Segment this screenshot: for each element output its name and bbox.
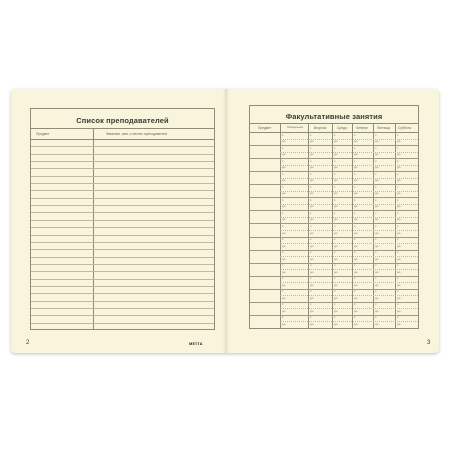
cell-from-label: с: [375, 223, 377, 228]
cell-to-label: до: [354, 152, 358, 157]
cell-to-label: до: [310, 165, 314, 170]
cell-to-label: до: [354, 269, 358, 274]
cell-to-label: до: [310, 295, 314, 300]
cell-to-label: до: [282, 269, 286, 274]
cell-to-label: до: [282, 152, 286, 157]
cell-from-label: с: [397, 315, 399, 320]
cell-to-label: до: [310, 217, 314, 222]
cell-from-label: с: [310, 171, 312, 176]
teachers-row-line: [31, 264, 214, 265]
teachers-row-line: [31, 205, 214, 206]
cell-from-label: с: [334, 158, 336, 163]
left-page: [11, 89, 223, 353]
cell-to-label: до: [375, 230, 379, 235]
cell-from-label: с: [354, 237, 356, 242]
teachers-row-line: [31, 257, 214, 258]
cell-from-label: с: [334, 276, 336, 281]
cell-to-label: до: [375, 243, 379, 248]
cell-from-label: с: [354, 184, 356, 189]
cell-from-label: с: [282, 315, 284, 320]
cell-to-label: до: [375, 139, 379, 144]
cell-to-label: до: [354, 165, 358, 170]
cell-to-label: до: [282, 243, 286, 248]
cell-to-label: до: [397, 295, 401, 300]
cell-to-label: до: [334, 217, 338, 222]
cell-to-label: до: [310, 152, 314, 157]
cell-from-label: с: [375, 210, 377, 215]
cell-to-label: до: [354, 230, 358, 235]
cell-from-label: с: [375, 197, 377, 202]
cell-to-label: до: [310, 269, 314, 274]
cell-from-label: с: [354, 250, 356, 255]
cell-to-label: до: [397, 230, 401, 235]
cell-to-label: до: [354, 139, 358, 144]
cell-from-label: с: [375, 276, 377, 281]
cell-from-label: с: [310, 223, 312, 228]
cell-from-label: с: [334, 223, 336, 228]
right-page: [229, 89, 439, 353]
teachers-row-line: [31, 227, 214, 228]
cell-from-label: с: [354, 197, 356, 202]
brand-logo: ᴍᴇᴛᴛᴀ: [189, 341, 203, 346]
cell-to-label: до: [334, 191, 338, 196]
teachers-row-line: [31, 271, 214, 272]
cell-from-label: с: [397, 145, 399, 150]
electives-col-friday: Пятница: [377, 126, 391, 130]
cell-to-label: до: [397, 204, 401, 209]
cell-from-label: с: [334, 210, 336, 215]
electives-col-thursday: Четверг: [356, 126, 369, 130]
cell-to-label: до: [375, 282, 379, 287]
cell-to-label: до: [334, 243, 338, 248]
cell-to-label: до: [282, 308, 286, 313]
cell-to-label: до: [397, 256, 401, 261]
cell-from-label: с: [397, 302, 399, 307]
cell-from-label: с: [375, 289, 377, 294]
cell-from-label: с: [282, 250, 284, 255]
cell-from-label: с: [282, 158, 284, 163]
title-divider: [250, 123, 418, 124]
teachers-row-line: [31, 242, 214, 243]
cell-from-label: с: [375, 171, 377, 176]
cell-to-label: до: [282, 204, 286, 209]
electives-col-wednesday: Среда: [337, 126, 347, 130]
cell-from-label: с: [354, 276, 356, 281]
cell-to-label: до: [354, 217, 358, 222]
cell-to-label: до: [282, 295, 286, 300]
cell-to-label: до: [397, 191, 401, 196]
teachers-col-subject: Предмет: [36, 132, 50, 136]
cell-to-label: до: [334, 204, 338, 209]
cell-from-label: с: [282, 210, 284, 215]
cell-from-label: с: [282, 302, 284, 307]
cell-from-label: с: [397, 276, 399, 281]
cell-from-label: с: [375, 315, 377, 320]
cell-from-label: с: [310, 210, 312, 215]
cell-from-label: с: [282, 276, 284, 281]
cell-from-label: с: [310, 145, 312, 150]
cell-from-label: с: [397, 171, 399, 176]
teachers-row-line: [31, 146, 214, 147]
cell-from-label: с: [375, 184, 377, 189]
teachers-row-line: [31, 235, 214, 236]
teachers-row-line: [31, 198, 214, 199]
electives-column-divider: [373, 123, 374, 328]
cell-from-label: с: [310, 197, 312, 202]
cell-from-label: с: [282, 237, 284, 242]
cell-from-label: с: [354, 145, 356, 150]
notebook-spread: [11, 89, 439, 353]
cell-from-label: с: [397, 237, 399, 242]
electives-column-divider: [280, 123, 281, 328]
cell-to-label: до: [354, 321, 358, 326]
teachers-col-name: Фамилия, имя, отчество преподавателя: [106, 132, 168, 136]
cell-from-label: с: [354, 210, 356, 215]
teachers-row-line: [31, 168, 214, 169]
cell-to-label: до: [334, 165, 338, 170]
cell-to-label: до: [397, 165, 401, 170]
electives-table: [249, 105, 419, 329]
cell-from-label: с: [310, 132, 312, 137]
cell-to-label: до: [397, 282, 401, 287]
electives-column-divider: [332, 123, 333, 328]
cell-from-label: с: [354, 158, 356, 163]
cell-from-label: с: [354, 223, 356, 228]
cell-to-label: до: [310, 230, 314, 235]
cell-from-label: с: [334, 145, 336, 150]
teachers-table: [30, 108, 215, 330]
cell-from-label: с: [310, 263, 312, 268]
teachers-row-line: [31, 249, 214, 250]
cell-from-label: с: [354, 315, 356, 320]
cell-from-label: с: [397, 184, 399, 189]
cell-to-label: до: [397, 321, 401, 326]
cell-to-label: до: [354, 256, 358, 261]
cell-to-label: до: [282, 282, 286, 287]
cell-to-label: до: [310, 282, 314, 287]
cell-from-label: с: [397, 210, 399, 215]
cell-to-label: до: [310, 256, 314, 261]
cell-from-label: с: [282, 132, 284, 137]
cell-from-label: с: [375, 237, 377, 242]
cell-from-label: с: [334, 237, 336, 242]
cell-from-label: с: [334, 289, 336, 294]
cell-from-label: с: [354, 171, 356, 176]
cell-to-label: до: [334, 256, 338, 261]
cell-to-label: до: [375, 165, 379, 170]
cell-to-label: до: [397, 243, 401, 248]
teachers-row-line: [31, 315, 214, 316]
cell-from-label: с: [310, 184, 312, 189]
cell-from-label: с: [334, 184, 336, 189]
cell-to-label: до: [310, 308, 314, 313]
teachers-title: Список преподавателей: [76, 116, 169, 125]
teachers-row-line: [31, 220, 214, 221]
cell-to-label: до: [310, 321, 314, 326]
electives-title: Факультативные занятия: [285, 112, 383, 121]
cell-to-label: до: [282, 256, 286, 261]
cell-to-label: до: [354, 282, 358, 287]
cell-from-label: с: [310, 315, 312, 320]
cell-to-label: до: [282, 178, 286, 183]
cell-to-label: до: [282, 321, 286, 326]
cell-from-label: с: [354, 302, 356, 307]
cell-from-label: с: [282, 197, 284, 202]
cell-from-label: с: [397, 223, 399, 228]
electives-col-subject: Предмет: [258, 126, 272, 130]
cell-to-label: до: [375, 204, 379, 209]
cell-from-label: с: [334, 171, 336, 176]
teachers-row-line: [31, 183, 214, 184]
cell-to-label: до: [375, 217, 379, 222]
cell-to-label: до: [375, 295, 379, 300]
cell-from-label: с: [334, 250, 336, 255]
cell-from-label: с: [282, 145, 284, 150]
cell-to-label: до: [282, 230, 286, 235]
cell-to-label: до: [310, 204, 314, 209]
cell-from-label: с: [397, 289, 399, 294]
teachers-row-line: [31, 212, 214, 213]
teachers-row-line: [31, 161, 214, 162]
cell-to-label: до: [354, 191, 358, 196]
cell-to-label: до: [375, 308, 379, 313]
cell-to-label: до: [310, 243, 314, 248]
cell-to-label: до: [397, 217, 401, 222]
cell-from-label: с: [397, 263, 399, 268]
cell-from-label: с: [334, 132, 336, 137]
teachers-row-line: [31, 190, 214, 191]
electives-col-tuesday: Вторник: [314, 126, 327, 130]
teachers-row-line: [31, 308, 214, 309]
cell-from-label: с: [334, 315, 336, 320]
cell-to-label: до: [397, 139, 401, 144]
teachers-row-line: [31, 323, 214, 324]
cell-to-label: до: [334, 308, 338, 313]
cell-to-label: до: [334, 282, 338, 287]
cell-to-label: до: [375, 269, 379, 274]
cell-to-label: до: [397, 178, 401, 183]
cell-to-label: до: [354, 204, 358, 209]
cell-from-label: с: [310, 302, 312, 307]
teachers-row-line: [31, 279, 214, 280]
cell-from-label: с: [397, 197, 399, 202]
cell-from-label: с: [282, 184, 284, 189]
cell-from-label: с: [354, 263, 356, 268]
cell-from-label: с: [354, 289, 356, 294]
teachers-row-line: [31, 301, 214, 302]
page-number-left: 2: [26, 340, 30, 346]
teachers-row-line: [31, 293, 214, 294]
cell-from-label: с: [334, 302, 336, 307]
cell-from-label: с: [375, 132, 377, 137]
teachers-row-line: [31, 154, 214, 155]
cell-from-label: с: [310, 237, 312, 242]
cell-to-label: до: [397, 269, 401, 274]
cell-to-label: до: [375, 191, 379, 196]
cell-from-label: с: [375, 158, 377, 163]
column-divider: [93, 128, 94, 329]
cell-from-label: с: [397, 132, 399, 137]
electives-column-divider: [395, 123, 396, 328]
cell-from-label: с: [310, 289, 312, 294]
cell-to-label: до: [334, 295, 338, 300]
cell-to-label: до: [375, 256, 379, 261]
cell-from-label: с: [282, 171, 284, 176]
electives-column-divider: [352, 123, 353, 328]
cell-from-label: с: [397, 158, 399, 163]
cell-to-label: до: [334, 269, 338, 274]
cell-to-label: до: [354, 243, 358, 248]
cell-from-label: с: [282, 223, 284, 228]
cell-to-label: до: [397, 308, 401, 313]
cell-to-label: до: [334, 139, 338, 144]
page-number-right: 3: [427, 340, 431, 346]
cell-from-label: с: [282, 263, 284, 268]
cell-to-label: до: [354, 178, 358, 183]
cell-to-label: до: [334, 321, 338, 326]
cell-from-label: с: [282, 289, 284, 294]
cell-to-label: до: [375, 178, 379, 183]
cell-to-label: до: [397, 152, 401, 157]
cell-to-label: до: [354, 308, 358, 313]
teachers-row-line: [31, 286, 214, 287]
electives-col-saturday: Суббота: [398, 126, 411, 130]
cell-to-label: до: [282, 139, 286, 144]
cell-from-label: с: [397, 250, 399, 255]
cell-to-label: до: [375, 321, 379, 326]
cell-to-label: до: [310, 191, 314, 196]
cell-from-label: с: [375, 302, 377, 307]
teachers-row-line: [31, 176, 214, 177]
cell-to-label: до: [282, 191, 286, 196]
cell-from-label: с: [375, 250, 377, 255]
cell-to-label: до: [310, 139, 314, 144]
cell-from-label: с: [334, 197, 336, 202]
cell-to-label: до: [334, 230, 338, 235]
electives-col-monday: Понедельник: [287, 126, 303, 129]
cell-from-label: с: [310, 276, 312, 281]
cell-to-label: до: [282, 217, 286, 222]
cell-to-label: до: [334, 152, 338, 157]
cell-from-label: с: [375, 145, 377, 150]
cell-from-label: с: [375, 263, 377, 268]
cell-to-label: до: [282, 165, 286, 170]
header-divider: [31, 139, 214, 140]
cell-from-label: с: [310, 250, 312, 255]
cell-to-label: до: [310, 178, 314, 183]
title-divider: [31, 128, 214, 129]
cell-from-label: с: [334, 263, 336, 268]
cell-from-label: с: [310, 158, 312, 163]
cell-from-label: с: [354, 132, 356, 137]
cell-to-label: до: [354, 295, 358, 300]
electives-column-divider: [308, 123, 309, 328]
cell-to-label: до: [375, 152, 379, 157]
cell-to-label: до: [334, 178, 338, 183]
